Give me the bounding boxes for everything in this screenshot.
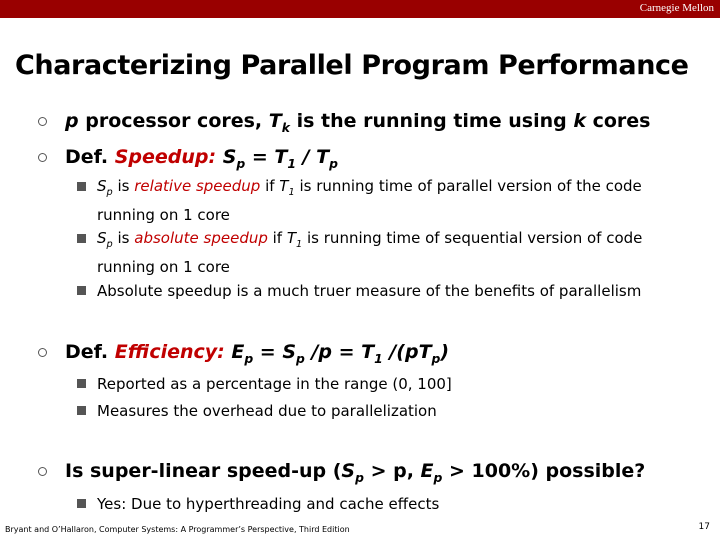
sub-bullet-marker	[77, 234, 86, 243]
text-run: cores	[585, 110, 651, 132]
bullet-marker	[38, 153, 47, 162]
sub-bullet-marker	[77, 406, 86, 415]
text-run: = S	[253, 341, 297, 363]
bullet-marker	[38, 117, 47, 126]
sub-bullet-overhead	[97, 400, 697, 422]
text-run: is the running time using	[289, 110, 574, 132]
bullet-efficiency	[65, 341, 449, 366]
bullet-cores	[65, 110, 650, 135]
text-run: if	[260, 177, 280, 195]
text-run: > 100%) possible?	[442, 460, 646, 482]
text-run: k	[281, 120, 290, 135]
emphasis-term: Speedup:	[114, 146, 217, 168]
text-run: Reported as a percentage in the range (0, 100]	[97, 375, 452, 393]
page-number: 17	[698, 522, 710, 532]
text-run: is	[112, 229, 135, 247]
text-run: Is super-linear speed-up (	[65, 460, 342, 482]
text-run: S	[341, 460, 356, 482]
footer-citation: Bryant and O’Hallaron, Computer Systems: A Programmer’s Perspective, Third Edition	[5, 525, 350, 534]
text-run: S	[97, 229, 107, 247]
text-run: k	[573, 110, 586, 132]
text-run: T	[279, 177, 289, 195]
text-run: /p = T	[304, 341, 375, 363]
text-run: Def.	[65, 341, 115, 363]
text-run: 1	[374, 351, 383, 366]
sub-bullet-percentage	[97, 373, 697, 395]
bullet-superlinear	[65, 460, 645, 485]
emphasis-term: relative speedup	[134, 177, 261, 195]
text-run: 1	[288, 187, 295, 198]
text-run: Yes: Due to hyperthreading and cache effects	[97, 495, 440, 513]
text-run: p	[106, 239, 113, 250]
text-run: Absolute speedup is a much truer measure of the benefits of parallelism	[97, 282, 642, 300]
text-run: / T	[295, 146, 330, 168]
text-run: Measures the overhead due to parallelization	[97, 402, 437, 420]
text-run: Def.	[65, 146, 115, 168]
text-run: 1	[287, 156, 296, 171]
emphasis-term: absolute speedup	[134, 229, 268, 247]
sub-bullet-relative	[97, 175, 697, 226]
sub-bullet-marker	[77, 379, 86, 388]
text-run: p	[355, 470, 364, 485]
sub-bullet-marker	[77, 286, 86, 295]
top-banner	[0, 0, 720, 18]
text-run: p	[433, 470, 443, 485]
bullet-speedup	[65, 146, 338, 171]
text-run: is running time of parallel version of the code running on 1 core	[97, 177, 642, 224]
text-run: E	[420, 460, 434, 482]
text-run: )	[440, 341, 450, 363]
text-run: processor cores,	[78, 110, 269, 132]
text-run: 1	[296, 239, 303, 250]
sub-bullet-absolute	[97, 227, 697, 278]
bullet-marker	[38, 348, 47, 357]
text-run: > p,	[363, 460, 421, 482]
text-run: T	[268, 110, 282, 132]
text-run: p	[329, 156, 338, 171]
text-run: p	[236, 156, 246, 171]
slide-title: Characterizing Parallel Program Performance	[15, 50, 689, 81]
text-run: p	[431, 351, 441, 366]
text-run: = T	[245, 146, 288, 168]
text-run: /(pT	[382, 341, 432, 363]
text-run: p	[244, 351, 254, 366]
sub-bullet-hyperthreading	[97, 493, 697, 515]
emphasis-term: Efficiency:	[114, 341, 225, 363]
text-run: is running time of sequential version of code running on 1 core	[97, 229, 643, 276]
text-run: if	[267, 229, 287, 247]
text-run: T	[286, 229, 297, 247]
sub-bullet-marker	[77, 182, 86, 191]
brand-label: Carnegie Mellon	[639, 2, 714, 14]
text-run: is	[112, 177, 135, 195]
text-run: E	[224, 341, 245, 363]
bullet-marker	[38, 467, 47, 476]
text-run: S	[97, 177, 107, 195]
text-run: S	[216, 146, 237, 168]
sub-bullet-truer	[97, 280, 697, 302]
text-run: p	[296, 351, 305, 366]
sub-bullet-marker	[77, 499, 86, 508]
text-run: p	[65, 110, 79, 132]
text-run: p	[106, 187, 113, 198]
